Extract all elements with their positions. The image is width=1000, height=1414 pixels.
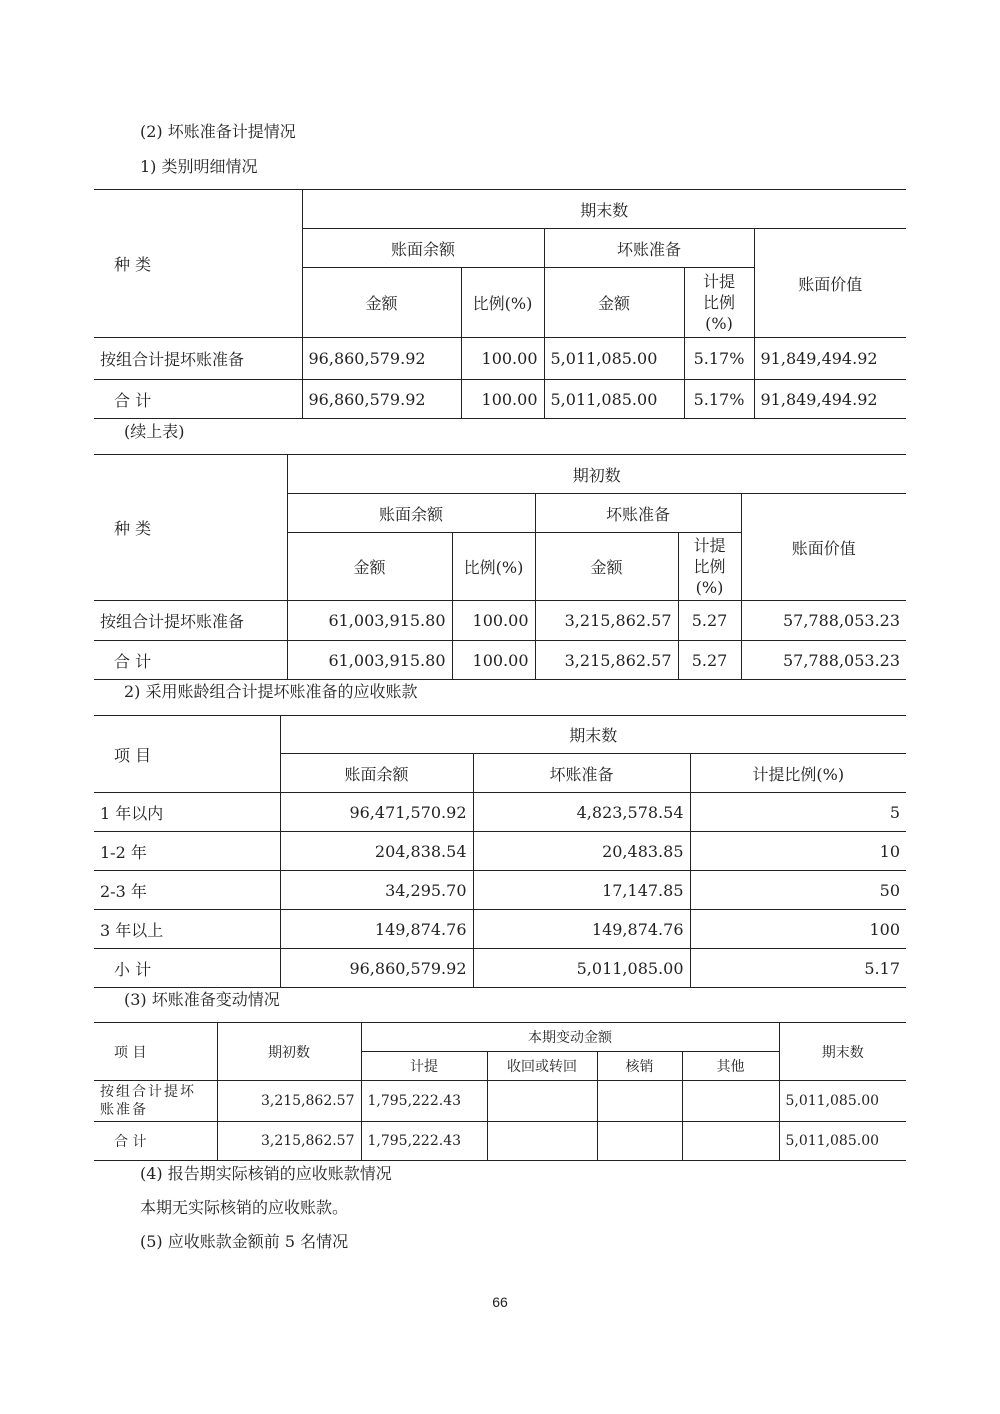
row-label: 按组合计提坏账准备 (94, 601, 287, 641)
cell-closing: 5,011,085.00 (779, 1122, 906, 1161)
cell-provision: 1,795,222.43 (361, 1122, 487, 1161)
table-row-subtotal (94, 949, 906, 988)
cell-bad-debt: 20,483.85 (473, 832, 690, 871)
cell-bad-debt: 4,823,578.54 (473, 793, 690, 832)
cell-balance: 34,295.70 (280, 871, 473, 910)
header-book-value: 账面价值 (741, 494, 906, 601)
cell-closing: 5,011,085.00 (779, 1081, 906, 1122)
cell-bad-debt: 3,215,862.57 (535, 641, 678, 680)
cell-ratio: 5.17 (690, 949, 906, 988)
cell-balance: 96,860,579.92 (280, 949, 473, 988)
row-label: 按组合计提坏账准备 (94, 1081, 217, 1122)
header-closing: 期末数 (779, 1023, 906, 1081)
cell-recovered (487, 1122, 597, 1161)
table-period-start-category (94, 454, 906, 680)
cell-ratio: 100 (690, 910, 906, 949)
cell-ratio: 50 (690, 871, 906, 910)
header-ratio: 比例(%) (461, 268, 544, 338)
row-label: 3 年以上 (94, 910, 280, 949)
table-aging (94, 715, 906, 988)
header-recovered: 收回或转回 (487, 1052, 597, 1081)
cell-bad-debt: 3,215,862.57 (535, 601, 678, 641)
cell-bad-debt: 5,011,085.00 (544, 338, 684, 380)
header-amount: 金额 (544, 268, 684, 338)
header-period-start: 期初数 (287, 455, 906, 494)
continued-label: (续上表) (124, 422, 185, 441)
cell-balance: 96,471,570.92 (280, 793, 473, 832)
header-category: 种 类 (94, 190, 302, 338)
cell-ratio: 100.00 (452, 601, 535, 641)
table-row (94, 871, 906, 910)
cell-provision: 5.27 (678, 601, 741, 641)
table-row-total (94, 1122, 906, 1161)
paragraph-no-writeoff: 本期无实际核销的应收账款。 (140, 1198, 349, 1217)
cell-book-value: 57,788,053.23 (741, 641, 906, 680)
header-change-amount: 本期变动金额 (361, 1023, 779, 1052)
header-written-off: 核销 (597, 1052, 682, 1081)
page-number: 66 (492, 1294, 508, 1310)
table-bad-debt-change (94, 1022, 906, 1161)
cell-opening: 3,215,862.57 (217, 1081, 361, 1122)
header-opening: 期初数 (217, 1023, 361, 1081)
cell-book-value: 57,788,053.23 (741, 601, 906, 641)
cell-balance: 96,860,579.92 (302, 380, 461, 419)
cell-provision: 5.17% (684, 338, 754, 380)
cell-balance: 204,838.54 (280, 832, 473, 871)
header-book-balance: 账面余额 (287, 494, 535, 533)
subsection-heading-category-detail: 1) 类别明细情况 (140, 157, 258, 176)
table-row (94, 338, 906, 380)
table-row-total (94, 380, 906, 419)
section-heading-3: (3) 坏账准备变动情况 (124, 990, 280, 1009)
table-row (94, 793, 906, 832)
cell-written-off (597, 1081, 682, 1122)
row-label: 1 年以内 (94, 793, 280, 832)
header-category: 种 类 (94, 455, 287, 601)
header-period-end: 期末数 (302, 190, 906, 229)
header-book-balance: 账面余额 (280, 754, 473, 793)
row-label: 小 计 (94, 949, 280, 988)
section-heading-4: (4) 报告期实际核销的应收账款情况 (140, 1164, 392, 1183)
header-provision-ratio: 计提比例(%) (678, 533, 741, 601)
header-bad-debt: 坏账准备 (473, 754, 690, 793)
cell-provision: 1,795,222.43 (361, 1081, 487, 1122)
header-item: 项 目 (94, 716, 280, 793)
table-row-total (94, 641, 906, 680)
subsection-heading-aging: 2) 采用账龄组合计提坏账准备的应收账款 (124, 682, 418, 701)
cell-ratio: 5 (690, 793, 906, 832)
cell-ratio: 100.00 (452, 641, 535, 680)
row-label: 2-3 年 (94, 871, 280, 910)
header-provision: 计提 (361, 1052, 487, 1081)
cell-ratio: 10 (690, 832, 906, 871)
header-book-balance: 账面余额 (302, 229, 544, 268)
cell-bad-debt: 5,011,085.00 (473, 949, 690, 988)
header-item: 项 目 (94, 1023, 217, 1081)
table-period-end-category (94, 189, 906, 419)
header-provision-ratio: 计提比例(%) (684, 268, 754, 338)
row-label: 按组合计提坏账准备 (94, 338, 302, 380)
row-label: 合 计 (94, 380, 302, 419)
header-period-end: 期末数 (280, 716, 906, 754)
header-amount: 金额 (535, 533, 678, 601)
header-book-value: 账面价值 (754, 229, 906, 338)
table-row (94, 601, 906, 641)
cell-balance: 149,874.76 (280, 910, 473, 949)
section-heading-5: (5) 应收账款金额前 5 名情况 (140, 1232, 349, 1251)
cell-other (682, 1081, 779, 1122)
cell-balance: 61,003,915.80 (287, 601, 452, 641)
header-amount: 金额 (287, 533, 452, 601)
cell-bad-debt: 17,147.85 (473, 871, 690, 910)
table-row (94, 1081, 906, 1122)
cell-balance: 96,860,579.92 (302, 338, 461, 380)
cell-recovered (487, 1081, 597, 1122)
row-label: 合 计 (94, 1122, 217, 1161)
cell-book-value: 91,849,494.92 (754, 338, 906, 380)
row-label: 1-2 年 (94, 832, 280, 871)
section-heading-2: (2) 坏账准备计提情况 (140, 122, 296, 141)
cell-provision: 5.27 (678, 641, 741, 680)
table-row (94, 910, 906, 949)
header-provision-ratio: 计提比例(%) (690, 754, 906, 793)
cell-written-off (597, 1122, 682, 1161)
header-ratio: 比例(%) (452, 533, 535, 601)
cell-bad-debt: 149,874.76 (473, 910, 690, 949)
cell-balance: 61,003,915.80 (287, 641, 452, 680)
table-row (94, 832, 906, 871)
cell-ratio: 100.00 (461, 338, 544, 380)
header-bad-debt: 坏账准备 (535, 494, 741, 533)
header-bad-debt: 坏账准备 (544, 229, 754, 268)
cell-book-value: 91,849,494.92 (754, 380, 906, 419)
cell-ratio: 100.00 (461, 380, 544, 419)
cell-other (682, 1122, 779, 1161)
header-other: 其他 (682, 1052, 779, 1081)
cell-provision: 5.17% (684, 380, 754, 419)
header-amount: 金额 (302, 268, 461, 338)
cell-bad-debt: 5,011,085.00 (544, 380, 684, 419)
cell-opening: 3,215,862.57 (217, 1122, 361, 1161)
row-label: 合 计 (94, 641, 287, 680)
